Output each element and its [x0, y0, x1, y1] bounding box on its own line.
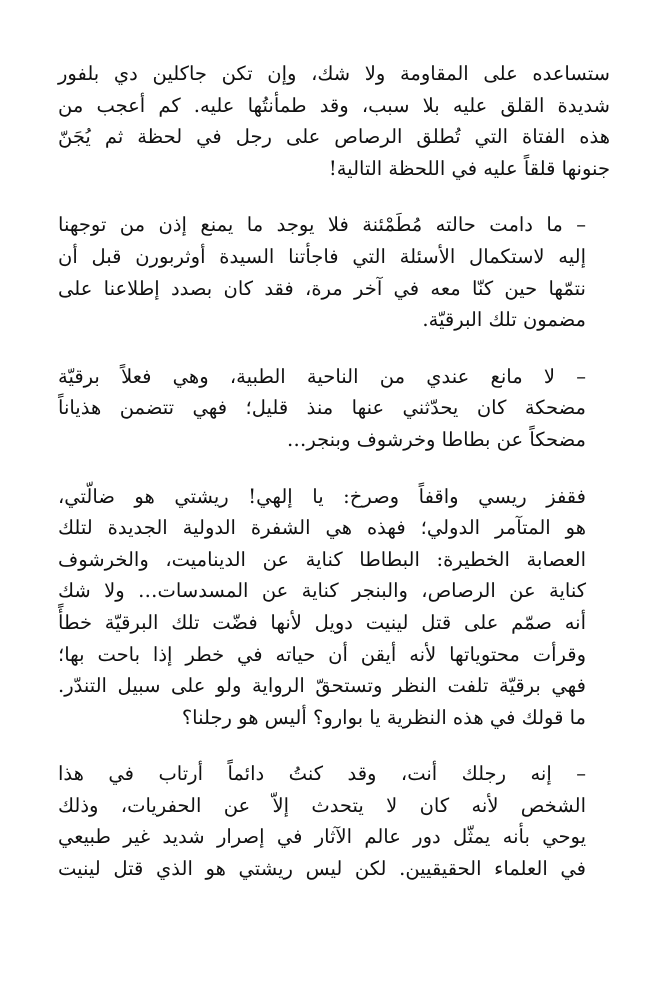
text-line: في العلماء الحقيقيين. لكن ليس ريشتي هو الذي قتل لينيت: [58, 857, 586, 881]
paragraph-3: [58, 361, 610, 456]
text-line: ما قولك في هذه النظرية يا بوارو؟ أليس هو رجلنا؟: [181, 705, 586, 729]
text-line: كناية عن الرصاص، والبنجر كناية عن المسدسات… ولا شك: [58, 579, 586, 603]
text-line: فقفز ريسي واقفاً وصرخ: يا إلهي! ريشتي هو ضالّتي،: [58, 484, 586, 508]
book-page: [58, 58, 610, 910]
text-line: ستساعده على المقاومة ولا شك، وإن تكن جاكلين دي بلفور: [58, 62, 610, 85]
text-line: العصابة الخطيرة: البطاطا كناية عن الديناميت، والخرشوف: [58, 547, 586, 571]
text-line: – لا مانع عندي من الناحية الطبية، وهي فعلاً برقيّة: [58, 364, 586, 388]
text-line: وقرأت محتوياتها لأنه أيقن أن حياته في خطر إذا باحت بها؛: [58, 642, 586, 666]
text-line: مضحكاً عن بطاطا وخرشوف وبنجر…: [286, 427, 586, 451]
text-line: فهي برقيّة تلفت النظر وتستحقّ الرواية ولو على سبيل التندّر.: [58, 674, 586, 698]
text-line: مضمون تلك البرقيّة.: [422, 308, 586, 332]
text-line: يوحي بأنه يمثّل دور عالم الآثار في إصرار شديد غير طبيعي: [58, 825, 586, 849]
text-line: جنونها قلقاً عليه في اللحظة التالية!: [328, 156, 610, 180]
text-line: إليه لاستكمال الأسئلة التي فاجأتنا السيدة أوثربورن قبل أن: [58, 244, 586, 268]
text-line: أنه صمّم على قتل لينيت دويل لأنها فضّت تلك البرقيّة خطأً: [58, 610, 586, 634]
text-line: هذه الفتاة التي تُطلق الرصاص على رجل في لحظة ثم يُجَنّ: [58, 125, 610, 149]
paragraph-4: [58, 481, 610, 734]
text-line: – ما دامت حالته مُطَمْئنة فلا يوجد ما يمنع إذن من توجهنا: [58, 213, 586, 237]
text-line: شديدة القلق عليه بلا سبب، وقد طمأنتُها عليه. كم أعجب من: [58, 93, 610, 117]
text-line: – إنه رجلك أنت، وقد كنتُ دائماً أرتاب في هذا: [58, 762, 586, 786]
text-line: الشخص لأنه كان لا يتحدث إلاّ عن الحفريات، وذلك: [58, 793, 586, 817]
text-line: مضحكة كان يحدّثني عنها منذ قليل؛ فهي تتضمن هذياناً: [58, 396, 586, 420]
paragraph-5: [58, 758, 610, 884]
paragraph-2: [58, 209, 610, 335]
text-line: نتمّها حين كنّا معه في آخر مرة، فقد كان بصدد إطلاعنا على: [58, 276, 586, 300]
paragraph-1: [58, 58, 610, 184]
text-line: هو المتآمر الدولي؛ فهذه هي الشفرة الدولية الجديدة لتلك: [58, 516, 586, 540]
